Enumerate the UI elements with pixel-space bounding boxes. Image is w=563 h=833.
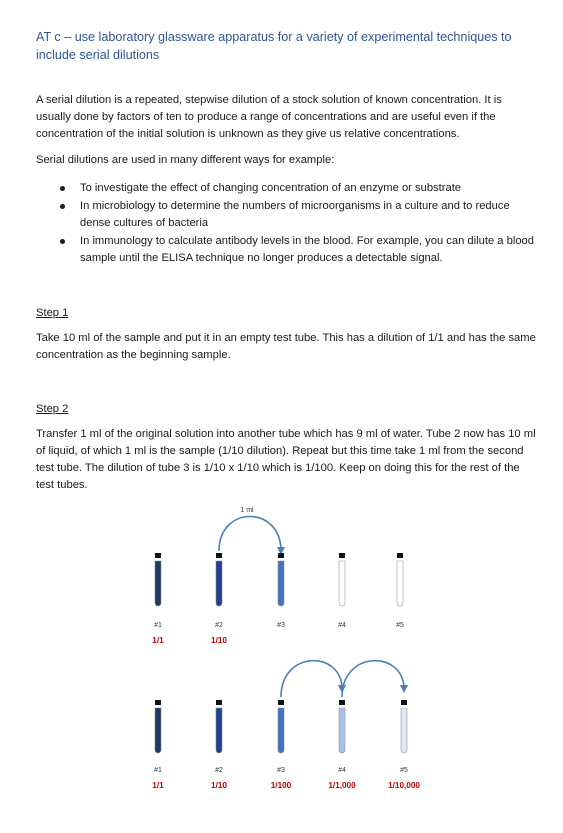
list-item-text: To investigate the effect of changing concentration of an enzyme or substrate <box>80 182 462 194</box>
tube-body <box>278 708 284 753</box>
tube-3 <box>271 700 292 790</box>
transfer-arrow <box>281 661 342 697</box>
step2-text: Transfer 1 ml of the original solution into another tube which has 9 ml of water. Tube 2 now has 10 ml of liquid, of which 1 ml is the sample (1/10 dilution). Repeat but this time take 1 ml from the second test tube. The dilution of tube 3 is 1/10 x 1/10 which is 1/100. Keep on doing this for the rest of the test tubes. <box>36 428 536 491</box>
tube-body <box>339 708 345 753</box>
tube-stopper <box>339 700 345 705</box>
tube-5 <box>388 700 420 790</box>
tube-body <box>216 561 222 606</box>
list-item-text: In immunology to calculate antibody levels in the blood. For example, you can dilute a blood sample until the ELISA technique no longer produces a detectable signal. <box>80 235 534 264</box>
tube-stopper <box>155 700 161 705</box>
tube-stopper <box>216 700 222 705</box>
tube-number: #1 <box>154 622 162 629</box>
transfer-label: 1 ml <box>240 507 254 514</box>
dilution-label: 1/1,000 <box>328 781 356 790</box>
tube-body <box>278 561 284 606</box>
transfer-arrow <box>219 517 281 552</box>
tube-stopper <box>216 553 222 558</box>
tube-stopper <box>397 553 403 558</box>
tube-2 <box>211 700 227 790</box>
intro-paragraph: A serial dilution is a repeated, stepwise dilution of a stock solution of known concentration. It is usually done by factors of ten to produce a range of concentrations and are useful even if the concentration of the initial solution is unknown as they give us relative concentrations. <box>36 94 502 140</box>
tube-number: #2 <box>215 622 223 629</box>
row1-tubes <box>152 553 404 645</box>
transfer-arrow <box>342 661 404 697</box>
tube-stopper <box>155 553 161 558</box>
tube-4 <box>338 553 346 629</box>
tube-stopper <box>401 700 407 705</box>
step1-heading: Step 1 <box>36 307 69 319</box>
tube-5 <box>396 553 404 629</box>
tube-number: #4 <box>338 767 346 774</box>
tube-body <box>339 561 345 606</box>
tube-1 <box>152 700 164 790</box>
tube-number: #3 <box>277 767 285 774</box>
dilution-label: 1/1 <box>152 781 164 790</box>
tube-number: #2 <box>215 767 223 774</box>
tube-2 <box>211 553 227 645</box>
dilution-label: 1/10 <box>211 781 227 790</box>
tube-body <box>216 708 222 753</box>
tube-body <box>397 561 403 606</box>
tube-number: #3 <box>277 622 285 629</box>
list-item-text: In microbiology to determine the numbers of microorganisms in a culture and to reduce dense cultures of bacteria <box>80 200 510 229</box>
tube-stopper <box>278 553 284 558</box>
uses-intro: Serial dilutions are used in many different ways for example: <box>36 154 335 166</box>
tube-1 <box>152 553 164 645</box>
row2-tubes <box>152 700 420 790</box>
tube-stopper <box>339 553 345 558</box>
tube-number: #4 <box>338 622 346 629</box>
tube-4 <box>328 700 356 790</box>
dilution-label: 1/1 <box>152 636 164 645</box>
dilution-label: 1/100 <box>270 781 292 790</box>
page-title: AT c – use laboratory glassware apparatus for a variety of experimental techniques to include serial dilutions <box>36 30 512 62</box>
step2-heading: Step 2 <box>36 403 69 415</box>
dilution-label: 1/10 <box>211 636 227 645</box>
tube-body <box>155 708 161 753</box>
dilution-label: 1/10,000 <box>388 781 420 790</box>
tube-body <box>401 708 407 753</box>
tube-stopper <box>278 700 284 705</box>
tube-number: #5 <box>396 622 404 629</box>
tube-3 <box>277 553 285 629</box>
tube-number: #1 <box>154 767 162 774</box>
step1-text: Take 10 ml of the sample and put it in an empty test tube. This has a dilution of 1/1 and has the same concentration as the beginning sample. <box>36 332 536 361</box>
tube-number: #5 <box>400 767 408 774</box>
tube-body <box>155 561 161 606</box>
